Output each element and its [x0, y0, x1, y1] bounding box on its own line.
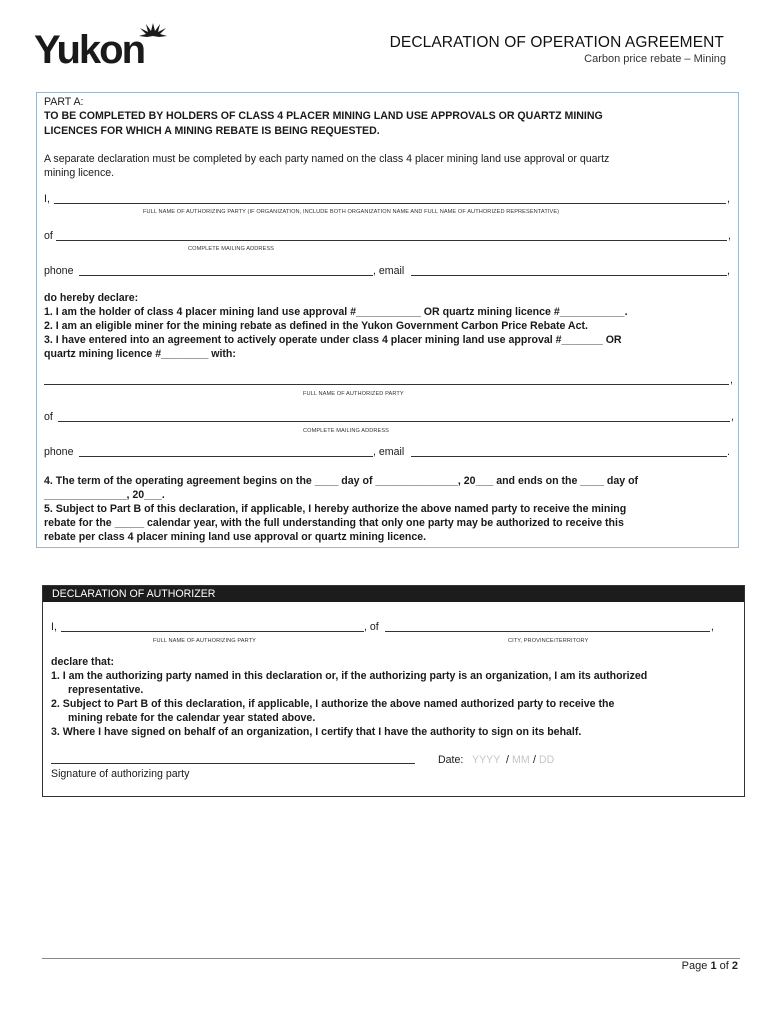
- i-prefix: I,: [44, 193, 50, 205]
- i-suffix: ,: [727, 193, 730, 205]
- authorizer-city-field[interactable]: [385, 631, 710, 632]
- of2-suffix: ,: [731, 411, 734, 423]
- declaration-item-5-line1: 5. Subject to Part B of this declaration, if applicable, I hereby authorize the above named party to receive the mining: [44, 503, 627, 515]
- phone-field[interactable]: [79, 275, 373, 276]
- footer-divider: [42, 958, 740, 959]
- date-separator-2: /: [533, 754, 536, 766]
- date-separator-1: /: [506, 754, 509, 766]
- page-total: 2: [731, 960, 738, 972]
- phone2-label: phone: [44, 446, 74, 458]
- authorized-party-phone-field[interactable]: [79, 456, 373, 457]
- auth-of-label: , of: [364, 621, 379, 633]
- email-suffix: ,: [727, 265, 730, 277]
- declaration-item-1: 1. I am the holder of class 4 placer mining land use approval #___________ OR quartz mining licence #___________.: [44, 306, 628, 318]
- declaration-item-3-line1: 3. I have entered into an agreement to actively operate under class 4 placer mining land use approval #_______ OR: [44, 334, 622, 346]
- authorized-party-address-field[interactable]: [58, 421, 730, 422]
- declaration-item-4-line2: ______________, 20___.: [44, 489, 165, 501]
- authorizer-name-caption: FULL NAME OF AUTHORIZING PARTY: [153, 638, 256, 644]
- part-a-section: [36, 92, 739, 548]
- party-suffix: ,: [730, 374, 733, 386]
- mailing-address-field[interactable]: [56, 240, 727, 241]
- auth-of-suffix: ,: [711, 621, 714, 633]
- part-a-heading-line1: TO BE COMPLETED BY HOLDERS OF CLASS 4 PLACER MINING LAND USE APPROVALS OR QUARTZ MINING: [44, 110, 603, 122]
- declaration-item-5-line2: rebate for the _____ calendar year, with the full understanding that only one party may be authorized to receive this: [44, 517, 624, 529]
- date-label: Date:: [438, 754, 464, 766]
- auth-declare-heading: declare that:: [51, 656, 114, 668]
- of-prefix: of: [44, 230, 53, 242]
- part-a-intro-line2: mining licence.: [44, 167, 115, 179]
- auth-item-3: 3. Where I have signed on behalf of an organization, I certify that I have the authority to sign on its behalf.: [51, 726, 582, 738]
- declaration-item-5-line3: rebate per class 4 placer mining land use approval or quartz mining licence.: [44, 531, 427, 543]
- email2-label: , email: [373, 446, 405, 458]
- authorizer-city-caption: CITY, PROVINCE/TERRITORY: [508, 638, 589, 644]
- auth-item-1-line2: representative.: [68, 684, 144, 696]
- page-of: of: [719, 960, 729, 972]
- phone-label: phone: [44, 265, 74, 277]
- auth-i-prefix: I,: [51, 621, 57, 633]
- authorized-party-email-field[interactable]: [411, 456, 727, 457]
- email-field[interactable]: [411, 275, 727, 276]
- page-prefix: Page: [681, 960, 708, 972]
- signature-field[interactable]: [51, 763, 415, 764]
- part-a-intro-line1: A separate declaration must be completed by each party named on the class 4 placer mining land use approval or quartz: [44, 153, 610, 165]
- authorizing-party-caption: FULL NAME OF AUTHORIZING PARTY (IF ORGANIZATION, INCLUDE BOTH ORGANIZATION NAME AND FULL NAME OF AUTHORIZED REPRESENTATIVE): [143, 209, 560, 215]
- declaration-item-2: 2. I am an eligible miner for the mining rebate as defined in the Yukon Government Carbon Price Rebate Act.: [44, 320, 588, 332]
- auth-item-1-line1: 1. I am the authorizing party named in this declaration or, if the authorizing party is an organization, I am its authorized: [51, 670, 648, 682]
- of-suffix: ,: [728, 230, 731, 242]
- signature-label: Signature of authorizing party: [51, 768, 190, 780]
- page-number: [682, 960, 738, 972]
- mailing-address-caption: COMPLETE MAILING ADDRESS: [188, 246, 275, 252]
- declaration-item-3-line2: quartz mining licence #________ with:: [44, 348, 236, 360]
- page-current: 1: [710, 960, 717, 972]
- sunburst-icon: [138, 22, 168, 44]
- document-subtitle: Carbon price rebate – Mining: [584, 53, 726, 65]
- date-day-field[interactable]: DD: [539, 754, 555, 766]
- authorizer-section: [42, 585, 745, 797]
- yukon-logo: [34, 22, 174, 72]
- email-label: , email: [373, 265, 405, 277]
- authorizing-party-name-field[interactable]: [54, 203, 726, 204]
- date-month-field[interactable]: MM: [512, 754, 530, 766]
- document-title: DECLARATION OF OPERATION AGREEMENT: [389, 34, 724, 51]
- authorizer-heading: DECLARATION OF AUTHORIZER: [43, 586, 744, 602]
- part-a-label: PART A:: [44, 96, 84, 108]
- declare-heading: do hereby declare:: [44, 292, 139, 304]
- part-a-heading-line2: LICENCES FOR WHICH A MINING REBATE IS BEING REQUESTED.: [44, 125, 380, 137]
- auth-item-2-line2: mining rebate for the calendar year stated above.: [68, 712, 316, 724]
- auth-item-2-line1: 2. Subject to Part B of this declaration, if applicable, I authorize the above named authorized party to receive the: [51, 698, 615, 710]
- authorized-party-name-field[interactable]: [44, 384, 729, 385]
- authorized-party-caption: FULL NAME OF AUTHORIZED PARTY: [303, 391, 404, 397]
- date-year-field[interactable]: YYYY: [472, 754, 501, 766]
- logo-text: Yukon: [34, 28, 145, 72]
- authorized-party-address-caption: COMPLETE MAILING ADDRESS: [303, 428, 390, 434]
- of2-prefix: of: [44, 411, 53, 423]
- email2-suffix: .: [727, 446, 730, 458]
- declaration-item-4-line1: 4. The term of the operating agreement begins on the ____ day of ______________, 20___ and ends on the ____ day of: [44, 475, 639, 487]
- authorizer-name-field[interactable]: [61, 631, 364, 632]
